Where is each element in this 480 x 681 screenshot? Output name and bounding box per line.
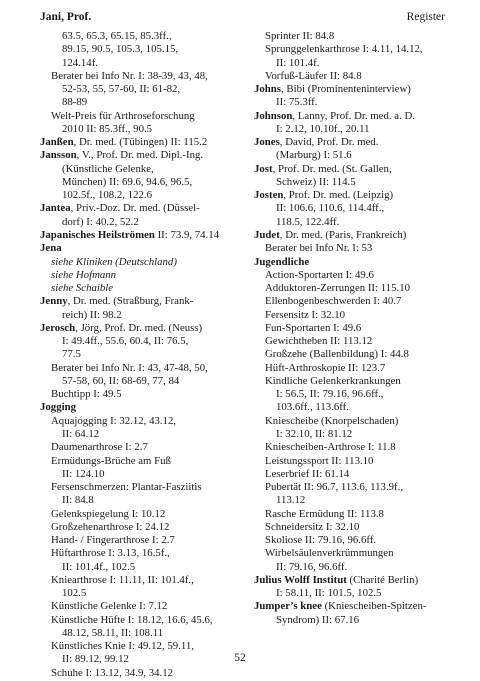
index-subentry	[254, 149, 454, 162]
index-text: II: 73.9, 74.14	[154, 228, 220, 241]
index-subentry	[40, 521, 245, 534]
index-subentry	[40, 508, 245, 521]
index-subentry	[40, 43, 245, 56]
index-text: 103.6ff., 113.6ff.	[276, 401, 349, 414]
index-entry	[40, 202, 245, 215]
index-text: München) II: 69.6, 94.6, 96.5,	[62, 175, 193, 188]
index-subentry	[40, 282, 245, 295]
index-subentry	[254, 468, 454, 481]
index-subentry	[40, 468, 245, 481]
index-text: Ellenbogenbeschwerden I: 40.7	[265, 295, 402, 308]
index-subentry	[40, 614, 245, 627]
index-text: II: 106.6, 110.6, 114.4ff.,	[276, 202, 385, 215]
index-subentry	[254, 348, 454, 361]
index-text: 89.15, 90.5, 105.3, 105.15,	[62, 43, 179, 56]
index-text: , Dr. med. (Straßburg, Frank-	[67, 295, 194, 308]
index-text: , Prof. Dr. med. (Leipzig)	[283, 189, 394, 202]
index-keyword: Japanisches Heilströmen	[40, 228, 155, 241]
index-text: 77.5	[62, 348, 81, 361]
index-text: Buchtipp I: 49.5	[51, 388, 122, 401]
index-text: 113.12	[276, 494, 306, 507]
index-text: , Priv.-Doz. Dr. med. (Düssel-	[70, 202, 200, 215]
index-text: Sprinter II: 84.8	[265, 30, 335, 42]
index-subentry	[254, 123, 454, 136]
index-text: , Dr. med. (Tübingen) II: 115.2	[73, 136, 208, 149]
index-subentry	[254, 176, 454, 189]
index-subentry	[40, 667, 245, 680]
index-text: 57-58, 60, II: 68-69, 77, 84	[62, 374, 180, 387]
index-keyword: Julius Wolff Institut	[254, 573, 347, 586]
index-subentry	[40, 110, 245, 123]
index-text: Großzehe (Ballenbildung) I: 44.8	[265, 348, 409, 361]
index-subentry	[40, 335, 245, 348]
running-head-entry: Jani, Prof.	[40, 11, 92, 23]
index-subentry	[254, 57, 454, 70]
index-text: I: 49.4ff., 55.6, 60.4, II: 76.5,	[62, 335, 189, 348]
index-text: Fersenschmerzen: Plantar-Fasziitis	[51, 481, 202, 494]
index-entry	[40, 149, 245, 162]
index-subentry	[254, 30, 454, 43]
index-text: (Kniescheiben-Spitzen-	[321, 600, 427, 613]
index-text: siehe Kliniken (Deutschland)	[51, 255, 177, 268]
index-entry	[40, 295, 245, 308]
index-text: Künstliche Hüfte I: 18.12, 16.6, 45.6,	[51, 613, 213, 626]
index-text: Leistungssport II: 113.10	[265, 454, 374, 467]
index-subentry	[254, 242, 454, 255]
index-text: Fun-Sportarten I: 49.6	[265, 321, 362, 334]
index-subentry	[40, 600, 245, 613]
index-keyword: Judet	[254, 228, 280, 241]
index-text: Künstliches Knie I: 49.12, 59.11,	[51, 640, 194, 653]
index-text: Aquajogging I: 32.12, 43.12,	[51, 414, 177, 427]
index-subentry	[40, 309, 245, 322]
index-subentry	[254, 428, 454, 441]
index-entry	[254, 83, 454, 96]
index-keyword: Jantea	[40, 202, 71, 215]
index-subentry	[254, 202, 454, 215]
index-text: 2010 II: 85.3ff., 90.5	[62, 122, 153, 135]
index-text: Berater bei Info Nr. I: 53	[265, 242, 373, 255]
index-entry	[254, 163, 454, 176]
index-text: , V., Prof. Dr. med. Dipl.-Ing.	[76, 149, 204, 162]
index-subentry	[254, 508, 454, 521]
index-entry	[254, 189, 454, 202]
index-text: Sprunggelenkarthrose I: 4.11, 14.12,	[265, 43, 423, 56]
index-text: Pubertät II: 96.7, 113.6, 113.9f.,	[265, 481, 404, 494]
index-subentry	[254, 43, 454, 56]
index-subentry	[254, 441, 454, 454]
index-text: Fersensitz I: 32.10	[265, 308, 346, 321]
index-subentry	[254, 481, 454, 494]
index-text: Großzehenarthrose I: 24.12	[51, 520, 170, 533]
index-text: Kniescheibe (Knorpelschaden)	[265, 414, 399, 427]
index-text: dorf) I: 40.2, 52.2	[62, 215, 139, 228]
index-subentry	[254, 521, 454, 534]
index-subentry	[40, 441, 245, 454]
index-subentry	[40, 627, 245, 640]
index-subentry	[254, 309, 454, 322]
index-text: II: 64.12	[62, 427, 100, 440]
index-text: , Jörg, Prof. Dr. med. (Neuss)	[75, 321, 203, 334]
index-text: II: 101.4f., 102.5	[62, 560, 136, 573]
index-text: II: 89.12, 99.12	[62, 653, 129, 666]
index-keyword: Jerosch	[40, 321, 76, 334]
index-entry	[40, 229, 245, 242]
index-subentry	[254, 96, 454, 109]
index-subentry	[40, 123, 245, 136]
index-subentry	[254, 322, 454, 335]
index-text: Gelenkspiegelung I: 10.12	[51, 507, 166, 520]
index-subentry	[254, 415, 454, 428]
index-text: Künstliche Gelenke I: 7.12	[51, 600, 168, 613]
index-keyword: Jost	[254, 162, 273, 175]
page-number: 52	[234, 652, 246, 664]
index-subentry	[40, 216, 245, 229]
index-entry	[40, 401, 245, 414]
index-entry	[254, 136, 454, 149]
index-subentry	[254, 70, 454, 83]
index-subentry	[40, 269, 245, 282]
index-subentry	[40, 163, 245, 176]
index-subentry	[40, 176, 245, 189]
index-subentry	[40, 362, 245, 375]
index-entry	[40, 136, 245, 149]
index-text: Schneidersitz I: 32.10	[265, 520, 360, 533]
index-text: Action-Sportarten I: 49.6	[265, 268, 374, 281]
index-column-left	[40, 30, 245, 680]
index-entry	[40, 322, 245, 335]
index-subentry	[254, 295, 454, 308]
index-subentry	[254, 375, 454, 388]
index-subentry	[40, 30, 245, 43]
index-text: Kniearthrose I: 11.11, II: 101.4f.,	[51, 573, 194, 586]
index-text: reich) II: 98.2	[62, 308, 122, 321]
index-subentry	[254, 362, 454, 375]
index-text: Welt-Preis für Arthroseforschung	[51, 109, 195, 122]
index-subentry	[254, 216, 454, 229]
index-text: siehe Hofmann	[51, 268, 117, 281]
index-subentry	[254, 455, 454, 468]
index-text: (Charité Berlin)	[346, 573, 419, 586]
index-subentry	[40, 494, 245, 507]
index-subentry	[254, 534, 454, 547]
index-text: Adduktoren-Zerrungen II: 115.10	[265, 282, 411, 295]
index-entry	[254, 574, 454, 587]
index-text: I: 58.11, II: 101.5, 102.5	[276, 587, 382, 600]
index-subentry	[254, 547, 454, 560]
index-text: Leserbrief II: 61.14	[265, 467, 350, 480]
index-entry	[254, 256, 454, 269]
index-subentry	[40, 481, 245, 494]
index-entry	[254, 229, 454, 242]
index-subentry	[40, 534, 245, 547]
index-subentry	[254, 282, 454, 295]
index-subentry	[40, 96, 245, 109]
index-text: (Künstliche Gelenke,	[62, 162, 154, 175]
index-text: II: 75.3ff.	[276, 96, 318, 109]
index-text: , Dr. med. (Paris, Frankreich)	[279, 228, 407, 241]
index-text: , Bibi (Prominenteninterview)	[281, 83, 411, 96]
index-text: Hüft-Arthroskopie II: 123.7	[265, 361, 386, 374]
index-text: Berater bei Info Nr. I: 43, 47-48, 50,	[51, 361, 208, 374]
index-subentry	[40, 561, 245, 574]
index-keyword: Jogging	[40, 401, 76, 414]
index-text: I: 56.5, II: 79.16, 96.6ff.,	[276, 388, 384, 401]
index-text: II: 124.10	[62, 467, 105, 480]
index-text: Ermüdungs-Brüche am Fuß	[51, 454, 171, 467]
index-subentry	[254, 335, 454, 348]
index-subentry	[40, 428, 245, 441]
index-keyword: Jena	[40, 242, 62, 255]
index-text: Kniescheiben-Arthrose I: 11.8	[265, 441, 396, 454]
index-keyword: Johnson	[254, 109, 293, 122]
index-text: Berater bei Info Nr. I: 38-39, 43, 48,	[51, 69, 208, 82]
index-subentry	[40, 455, 245, 468]
index-text: 102.5f., 108.2, 122.6	[62, 189, 152, 202]
index-text: 88-89	[62, 96, 88, 109]
index-subentry	[40, 574, 245, 587]
index-subentry	[254, 561, 454, 574]
index-keyword: Josten	[254, 189, 284, 202]
index-text: Wirbelsäulenverkrümmungen	[265, 547, 394, 560]
index-text: Schuhe I: 13.12, 34.9, 34.12	[51, 666, 174, 679]
index-subentry	[254, 494, 454, 507]
index-subentry	[254, 587, 454, 600]
index-keyword: Janßen	[40, 136, 74, 149]
index-entry	[254, 110, 454, 123]
index-subentry	[254, 401, 454, 414]
index-text: Kindliche Gelenkerkrankungen	[265, 374, 401, 387]
index-keyword: Johns	[254, 83, 282, 96]
index-subentry	[40, 256, 245, 269]
index-text: Daumenarthrose I: 2.7	[51, 441, 148, 454]
index-text: , Lanny, Prof. Dr. med. a. D.	[292, 109, 415, 122]
index-text: Syndrom) II: 67.16	[276, 613, 360, 626]
index-text: II: 84.8	[62, 494, 94, 507]
index-text: , Prof. Dr. med. (St. Gallen,	[272, 162, 392, 175]
index-text: II: 79.16, 96.6ff.	[276, 560, 348, 573]
index-text: 118.5, 122.4ff.	[276, 215, 340, 228]
index-text: 102.5	[62, 587, 87, 600]
index-text: I: 32.10, II: 81.12	[276, 427, 353, 440]
index-keyword: Jugendliche	[254, 255, 310, 268]
index-subentry	[254, 269, 454, 282]
index-subentry	[40, 189, 245, 202]
index-column-right	[254, 30, 454, 627]
index-subentry	[40, 348, 245, 361]
index-subentry	[40, 547, 245, 560]
running-head-section: Register	[406, 11, 445, 23]
index-subentry	[254, 388, 454, 401]
index-text: Rasche Ermüdung II: 113.8	[265, 507, 384, 520]
index-text: 52-53, 55, 57-60, II: 61-82,	[62, 83, 181, 96]
index-entry	[40, 242, 245, 255]
index-keyword: Jumper’s knee	[254, 600, 322, 613]
index-keyword: Jenny	[40, 295, 68, 308]
index-text: siehe Schaible	[51, 282, 114, 295]
index-subentry	[40, 375, 245, 388]
index-entry	[254, 600, 454, 613]
index-keyword: Jones	[254, 136, 280, 149]
index-subentry	[40, 83, 245, 96]
index-text: Gewichtheben II: 113.12	[265, 335, 373, 348]
index-text: 124.14f.	[62, 56, 98, 69]
index-text: 48.12, 58.11, II: 108.11	[62, 626, 164, 639]
index-text: Vorfuß-Läufer II: 84.8	[265, 69, 362, 82]
index-keyword: Jansson	[40, 149, 77, 162]
index-text: Skoliose II: 79.16, 96.6ff.	[265, 534, 377, 547]
index-subentry	[40, 70, 245, 83]
index-text: I: 2.12, 10.10f., 20.11	[276, 122, 370, 135]
index-subentry	[40, 415, 245, 428]
index-subentry	[40, 388, 245, 401]
index-text: Hüftarthrose I: 3.13, 16.5f.,	[51, 547, 170, 560]
index-text: Hand- / Fingerarthrose I: 2.7	[51, 534, 175, 547]
index-text: Schweiz) II: 114.5	[276, 175, 356, 188]
index-text: , David, Prof. Dr. med.	[279, 136, 379, 149]
index-subentry	[40, 587, 245, 600]
index-text: 63.5, 65.3, 65.15, 85.3ff.,	[62, 30, 172, 42]
index-text: (Marburg) I: 51.6	[276, 149, 352, 162]
index-subentry	[254, 614, 454, 627]
index-subentry	[40, 57, 245, 70]
index-text: II: 101.4f.	[276, 56, 320, 69]
